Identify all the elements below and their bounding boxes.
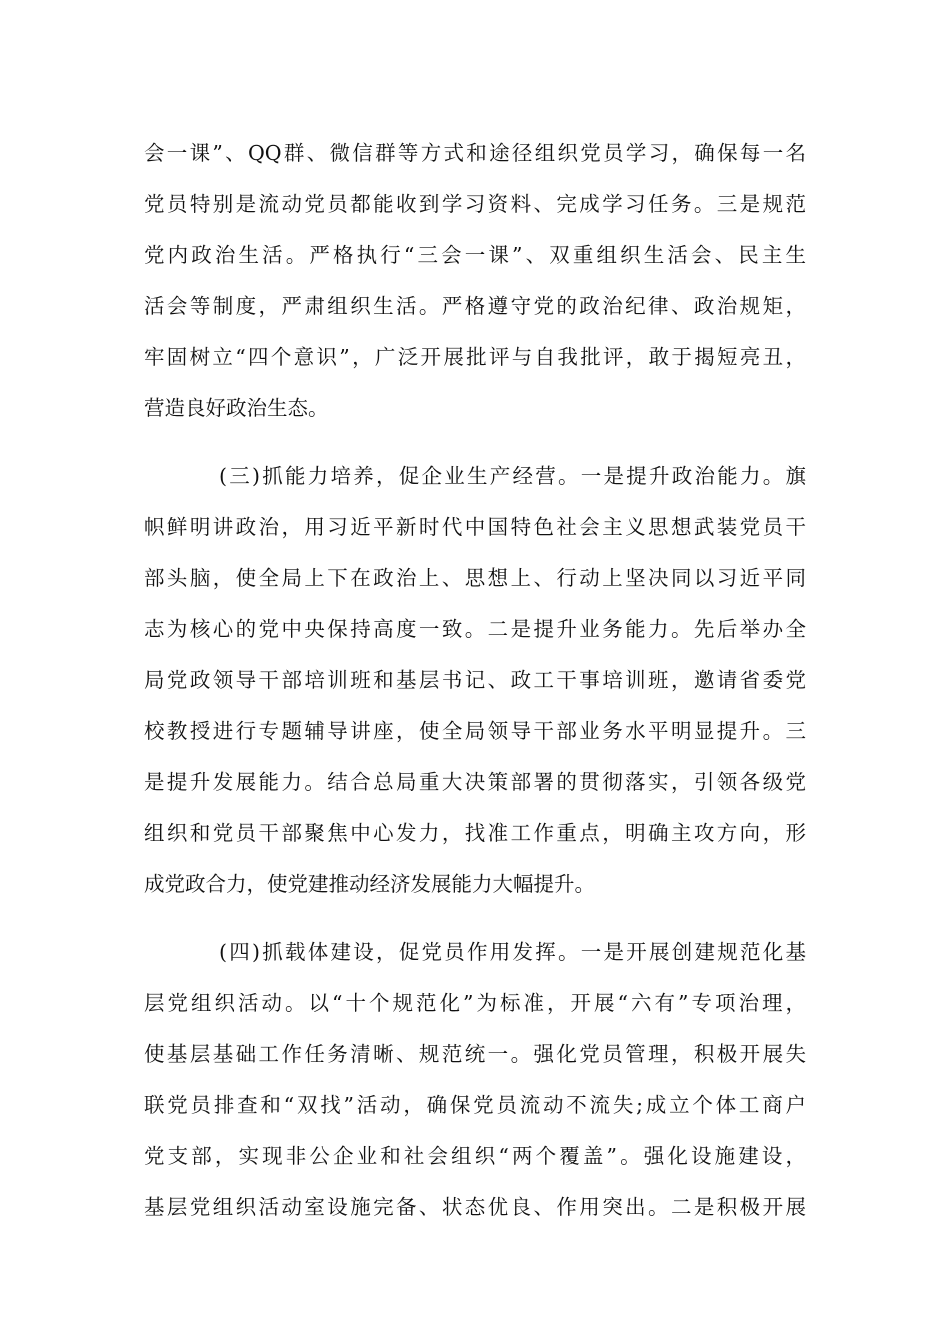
- text-line: 牢固树立“四个意识”，广泛开展批评与自我批评，敢于揭短亮丑，: [144, 345, 806, 369]
- paragraph: [144, 927, 806, 1233]
- text-line: 党支部，实现非公企业和社会组织“两个覆盖”。强化设施建设，: [144, 1144, 806, 1168]
- text-line: 党内政治生活。严格执行“三会一课”、双重组织生活会、民主生: [144, 243, 806, 267]
- text-line: 校教授进行专题辅导讲座，使全局领导干部业务水平明显提升。三: [144, 719, 806, 743]
- text-line: 基层党组织活动室设施完备、状态优良、作用突出。二是积极开展: [144, 1195, 806, 1219]
- paragraph-gap: [144, 910, 806, 927]
- text-line: (三)抓能力培养，促企业生产经营。一是提升政治能力。旗: [219, 464, 806, 488]
- text-line: (四)抓载体建设，促党员作用发挥。一是开展创建规范化基: [219, 940, 806, 964]
- text-line: 帜鲜明讲政治，用习近平新时代中国特色社会主义思想武装党员干: [144, 515, 806, 539]
- text-line: 层党组织活动。以“十个规范化”为标准，开展“六有”专项治理，: [144, 991, 806, 1015]
- text-line: 部头脑，使全局上下在政治上、思想上、行动上坚决同以习近平同: [144, 566, 806, 590]
- document-body: [144, 128, 806, 1233]
- text-line: 组织和党员干部聚焦中心发力，找准工作重点，明确主攻方向，形: [144, 821, 806, 845]
- text-line: 志为核心的党中央保持高度一致。二是提升业务能力。先后举办全: [144, 617, 806, 641]
- text-line: 是提升发展能力。结合总局重大决策部署的贯彻落实，引领各级党: [144, 770, 806, 794]
- text-line: 会一课”、QQ群、微信群等方式和途径组织党员学习，确保每一名: [144, 141, 806, 165]
- text-line: 使基层基础工作任务清晰、规范统一。强化党员管理，积极开展失: [144, 1042, 806, 1066]
- text-line: 党员特别是流动党员都能收到学习资料、完成学习任务。三是规范: [144, 192, 806, 216]
- text-line: 活会等制度，严肃组织生活。严格遵守党的政治纪律、政治规矩，: [144, 294, 806, 318]
- text-line: 联党员排查和“双找”活动，确保党员流动不流失;成立个体工商户: [144, 1093, 806, 1117]
- paragraph: [144, 451, 806, 910]
- paragraph-gap: [144, 434, 806, 451]
- text-line: 营造良好政治生态。: [144, 396, 329, 420]
- paragraph: [144, 128, 806, 434]
- text-line: 局党政领导干部培训班和基层书记、政工干事培训班，邀请省委党: [144, 668, 806, 692]
- text-line: 成党政合力，使党建推动经济发展能力大幅提升。: [144, 872, 595, 896]
